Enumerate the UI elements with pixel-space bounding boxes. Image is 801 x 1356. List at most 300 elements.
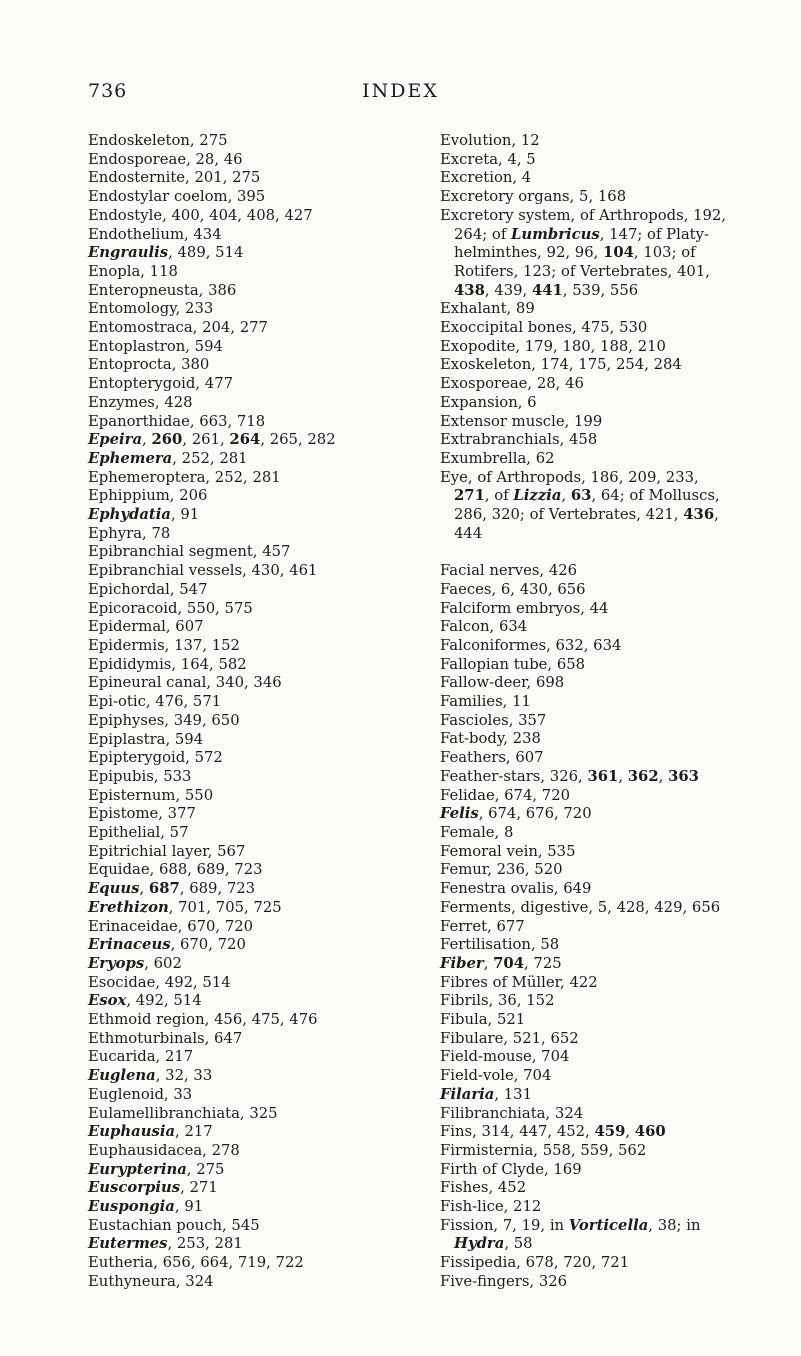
entry-text: , 439, — [484, 281, 532, 299]
entry-text: Rotifers, 123; of Vertebrates, 401, — [454, 262, 710, 280]
entry-text: Epanorthidae, 663, 718 — [88, 412, 266, 430]
entry-term-italic: Ephemera — [88, 449, 173, 467]
index-entry — [440, 319, 790, 338]
entry-text: , — [561, 487, 571, 505]
entry-text: Extrabranchials, 458 — [440, 431, 598, 449]
index-entry — [440, 899, 790, 918]
entry-text: Families, 11 — [440, 693, 531, 711]
entry-text: Fibulare, 521, 652 — [440, 1029, 579, 1047]
entry-text: Field-vole, 704 — [440, 1067, 552, 1085]
index-entry — [440, 918, 790, 937]
entry-text: Excretion, 4 — [440, 169, 532, 187]
entry-text: , 64; of Molluscs, — [591, 487, 720, 505]
entry-text: , 670, 720 — [170, 936, 246, 954]
entry-term-italic: Esox — [88, 992, 127, 1010]
entry-text: Enopla, 118 — [88, 262, 178, 280]
entry-term-italic: Lumbricus — [511, 225, 600, 243]
entry-text: Field-mouse, 704 — [440, 1048, 570, 1066]
entry-text: Extensor muscle, 199 — [440, 412, 603, 430]
index-entry — [88, 543, 418, 562]
entry-text: Epichordal, 547 — [88, 580, 208, 598]
entry-term-italic: Eryops — [88, 954, 145, 972]
entry-text: , 492, 514 — [126, 992, 202, 1010]
entry-term-italic: Euspongia — [88, 1198, 175, 1216]
entry-text: Ethmoid region, 456, 475, 476 — [88, 1011, 318, 1029]
entry-text: , 725 — [524, 954, 562, 972]
index-entry — [440, 974, 790, 993]
index-entry — [440, 656, 790, 675]
index-entry — [88, 562, 418, 581]
entry-text: Ephippium, 206 — [88, 487, 208, 505]
entry-text: , 489, 514 — [168, 244, 244, 262]
index-entry — [88, 955, 418, 974]
entry-text: Eutheria, 656, 664, 719, 722 — [88, 1254, 304, 1272]
index-entry — [88, 805, 418, 824]
page-header — [0, 80, 801, 110]
entry-term-italic: Erinaceus — [88, 936, 171, 954]
entry-text: Enzymes, 428 — [88, 393, 193, 411]
entry-text: Euglenoid, 33 — [88, 1085, 193, 1103]
entry-text: Endosternite, 201, 275 — [88, 169, 261, 187]
entry-page-bold: 687 — [148, 880, 180, 898]
index-entry — [88, 674, 418, 693]
entry-text: , 252, 281 — [172, 449, 248, 467]
index-entry — [440, 356, 790, 375]
entry-text: Five-fingers, 326 — [440, 1272, 568, 1290]
index-entry — [88, 918, 418, 937]
entry-text: Eulamellibranchiata, 325 — [88, 1104, 278, 1122]
index-entry — [440, 1086, 790, 1105]
index-entry-continuation — [440, 1235, 790, 1254]
entry-text: Endostyle, 400, 404, 408, 427 — [88, 206, 313, 224]
index-column-right — [440, 132, 790, 1292]
index-entry-continuation — [440, 244, 790, 263]
entry-page-bold: 260 — [151, 431, 183, 449]
entry-text: Episternum, 550 — [88, 786, 214, 804]
index-entry — [88, 974, 418, 993]
entry-term-italic: Equus — [88, 880, 140, 898]
index-entry — [88, 1161, 418, 1180]
index-entry-continuation — [440, 487, 790, 506]
entry-term-italic: Ephydatia — [88, 506, 171, 524]
entry-term-italic: Vorticella — [568, 1216, 649, 1234]
entry-text: Fission, 7, 19, in — [440, 1216, 569, 1234]
index-entry — [440, 375, 790, 394]
entry-text: , — [658, 767, 669, 785]
entry-text: Euthyneura, 324 — [88, 1272, 214, 1290]
index-entry — [88, 618, 418, 637]
entry-text: Entopterygoid, 477 — [88, 375, 234, 393]
index-entry — [440, 730, 790, 749]
entry-page-bold: 460 — [634, 1123, 666, 1141]
entry-text: Falconiformes, 632, 634 — [440, 636, 622, 654]
entry-text: Exopodite, 179, 180, 188, 210 — [440, 337, 666, 355]
entry-page-bold: 271 — [454, 487, 485, 505]
index-entry — [440, 1161, 790, 1180]
index-entry — [440, 431, 790, 450]
index-entry — [88, 861, 418, 880]
entry-text: Ephemeroptera, 252, 281 — [88, 468, 281, 486]
entry-term-italic: Eutermes — [88, 1235, 168, 1253]
index-entry — [440, 600, 790, 619]
entry-text: , 689, 723 — [179, 880, 256, 898]
entry-text: Fat-body, 238 — [440, 730, 541, 748]
entry-text: Ferments, digestive, 5, 428, 429, 656 — [440, 898, 721, 916]
index-entry — [88, 768, 418, 787]
entry-text: Eucarida, 217 — [88, 1048, 194, 1066]
index-entry — [88, 731, 418, 750]
entry-text: Exumbrella, 62 — [440, 449, 555, 467]
index-entry — [440, 749, 790, 768]
entry-text: , — [618, 767, 628, 785]
entry-text: , — [142, 431, 152, 449]
entry-text: Faeces, 6, 430, 656 — [440, 580, 586, 598]
index-entry — [440, 1217, 790, 1236]
entry-text: , 602 — [144, 954, 182, 972]
entry-text: Fallopian tube, 658 — [440, 655, 586, 673]
entry-text: Facial nerves, 426 — [440, 562, 578, 580]
entry-text: Fins, 314, 447, 452, — [440, 1123, 595, 1141]
entry-text: Exoskeleton, 174, 175, 254, 284 — [440, 356, 682, 374]
index-entry — [440, 1048, 790, 1067]
index-entry — [440, 712, 790, 731]
index-entry — [88, 1086, 418, 1105]
entry-term-italic: Epeira — [88, 431, 143, 449]
entry-term-italic: Euglena — [88, 1067, 156, 1085]
entry-term-italic: Euscorpius — [88, 1179, 181, 1197]
index-entry — [88, 300, 418, 319]
index-entry — [440, 936, 790, 955]
index-entry — [88, 656, 418, 675]
index-entry — [440, 992, 790, 1011]
entry-text: Exoccipital bones, 475, 530 — [440, 319, 648, 337]
index-entry-continuation — [440, 525, 790, 544]
index-entry — [88, 693, 418, 712]
entry-text: Feathers, 607 — [440, 749, 544, 767]
entry-text: Epibranchial vessels, 430, 461 — [88, 562, 318, 580]
index-entry — [88, 413, 418, 432]
index-entry — [88, 581, 418, 600]
entry-text: , 91 — [170, 506, 200, 524]
entry-text: Equidae, 688, 689, 723 — [88, 861, 263, 879]
index-entry — [88, 1273, 418, 1292]
entry-page-bold: 361 — [587, 767, 619, 785]
index-entry — [440, 562, 790, 581]
entry-text: Evolution, 12 — [440, 132, 540, 149]
entry-text: Excreta, 4, 5 — [440, 150, 536, 168]
index-entry — [440, 132, 790, 151]
entry-term-italic: Eurypterina — [88, 1160, 187, 1178]
entry-text: Fish-lice, 212 — [440, 1198, 542, 1216]
entry-text: Falciform embryos, 44 — [440, 599, 609, 617]
index-entry — [88, 188, 418, 207]
index-entry — [440, 861, 790, 880]
entry-text: Fissipedia, 678, 720, 721 — [440, 1254, 630, 1272]
entry-text: Entomostraca, 204, 277 — [88, 319, 268, 337]
index-entry — [88, 600, 418, 619]
entry-text: , 217 — [175, 1123, 213, 1141]
index-entry — [440, 151, 790, 170]
entry-text: , 58 — [504, 1235, 533, 1253]
entry-text: Falcon, 634 — [440, 618, 528, 636]
index-entry — [440, 1254, 790, 1273]
entry-text: 264; of — [454, 225, 512, 243]
index-entry — [88, 525, 418, 544]
entry-text: 444 — [454, 524, 483, 542]
index-entry — [440, 169, 790, 188]
entry-text: Enteropneusta, 386 — [88, 281, 237, 299]
entry-term-italic: Filaria — [440, 1085, 495, 1103]
entry-text: , 674, 676, 720 — [478, 805, 592, 823]
index-entry — [88, 506, 418, 525]
index-entry — [440, 805, 790, 824]
entry-text: , 539, 556 — [562, 281, 639, 299]
index-entry — [88, 394, 418, 413]
index-entry — [88, 1067, 418, 1086]
entry-text: Ephyra, 78 — [88, 524, 171, 542]
entry-text: Epipterygoid, 572 — [88, 749, 223, 767]
entry-text: Epiplastra, 594 — [88, 730, 204, 748]
entry-text: , — [714, 506, 719, 524]
entry-text: Endoskeleton, 275 — [88, 132, 228, 149]
entry-text: Felidae, 674, 720 — [440, 786, 571, 804]
index-entry — [88, 338, 418, 357]
index-entry — [440, 674, 790, 693]
index-entry — [440, 880, 790, 899]
index-entry — [440, 1105, 790, 1124]
index-entry — [440, 300, 790, 319]
entry-term-italic: Felis — [440, 805, 479, 823]
index-entry-continuation — [440, 506, 790, 525]
entry-text: Filibranchiata, 324 — [440, 1104, 584, 1122]
entry-text: Firth of Clyde, 169 — [440, 1160, 582, 1178]
index-entry — [88, 1142, 418, 1161]
entry-text: Fishes, 452 — [440, 1179, 527, 1197]
index-entry — [440, 1273, 790, 1292]
entry-text: Firmisternia, 558, 559, 562 — [440, 1141, 647, 1159]
entry-text: Endothelium, 434 — [88, 225, 222, 243]
entry-term-italic: Lizzia — [513, 487, 562, 505]
entry-text: Fibula, 521 — [440, 1011, 526, 1029]
entry-text: Esocidae, 492, 514 — [88, 973, 231, 991]
section-gap — [440, 543, 790, 562]
index-entry — [88, 824, 418, 843]
entry-text: Expansion, 6 — [440, 393, 537, 411]
index-entry — [88, 843, 418, 862]
index-entry — [440, 469, 790, 488]
entry-text: Fibrils, 36, 152 — [440, 992, 555, 1010]
index-entry — [440, 338, 790, 357]
index-entry — [88, 487, 418, 506]
index-entry — [440, 693, 790, 712]
running-head: INDEX — [362, 80, 439, 102]
entry-text: Epididymis, 164, 582 — [88, 655, 247, 673]
entry-text: Excretory system, of Arthropods, 192, — [440, 206, 727, 224]
index-entry — [88, 1123, 418, 1142]
entry-text: Fibres of Müller, 422 — [440, 973, 598, 991]
entry-text: Epitrichial layer, 567 — [88, 842, 246, 860]
entry-page-bold: 441 — [531, 281, 563, 299]
entry-page-bold: 362 — [627, 767, 659, 785]
page-number: 736 — [88, 80, 128, 102]
index-entry — [88, 1179, 418, 1198]
index-entry — [440, 394, 790, 413]
entry-page-bold: 104 — [603, 244, 634, 262]
index-entry — [88, 356, 418, 375]
entry-text: Feather-stars, 326, — [440, 767, 588, 785]
entry-text: Female, 8 — [440, 824, 514, 841]
index-entry — [440, 1198, 790, 1217]
index-entry — [440, 843, 790, 862]
entry-text: Epicoracoid, 550, 575 — [88, 599, 253, 617]
entry-text: , 275 — [186, 1160, 225, 1178]
index-entry — [88, 637, 418, 656]
index-entry — [440, 1142, 790, 1161]
entry-text: Fallow-deer, 698 — [440, 674, 565, 692]
index-entry — [88, 749, 418, 768]
index-entry — [88, 469, 418, 488]
entry-text: , of — [484, 487, 514, 505]
entry-text: Entoplastron, 594 — [88, 337, 223, 355]
entry-text: Femur, 236, 520 — [440, 861, 563, 879]
entry-text: Endostylar coelom, 395 — [88, 188, 266, 206]
index-entry — [88, 319, 418, 338]
entry-text: Eye, of Arthropods, 186, 209, 233, — [440, 468, 699, 486]
index-entry — [88, 992, 418, 1011]
entry-text: , — [483, 954, 494, 972]
index-entry — [88, 450, 418, 469]
entry-text: Epidermis, 137, 152 — [88, 636, 240, 654]
entry-term-italic: Erethizon — [88, 898, 169, 916]
entry-text: Epistome, 377 — [88, 805, 196, 823]
index-entry — [440, 618, 790, 637]
entry-page-bold: 363 — [668, 767, 699, 785]
index-entry — [440, 768, 790, 787]
entry-text: , — [139, 880, 149, 898]
entry-text: , 103; of — [633, 244, 696, 262]
entry-text: Entoprocta, 380 — [88, 356, 210, 374]
index-entry — [440, 1123, 790, 1142]
entry-text: , — [625, 1123, 635, 1141]
entry-text: Exhalant, 89 — [440, 300, 535, 318]
entry-text: helminthes, 92, 96, — [454, 244, 604, 262]
index-entry — [440, 413, 790, 432]
index-entry — [88, 151, 418, 170]
index-entry — [440, 637, 790, 656]
entry-text: Ethmoturbinals, 647 — [88, 1029, 243, 1047]
entry-term-italic: Fiber — [440, 954, 484, 972]
index-entry — [88, 1011, 418, 1030]
index-entry-continuation — [440, 226, 790, 245]
entry-text: Epipubis, 533 — [88, 767, 192, 785]
entry-text: Euphausidacea, 278 — [88, 1141, 240, 1159]
index-entry — [440, 824, 790, 843]
entry-text: Ferret, 677 — [440, 917, 525, 935]
entry-text: Epibranchial segment, 457 — [88, 543, 291, 561]
index-entry — [440, 1179, 790, 1198]
entry-text: 286, 320; of Vertebrates, 421, — [454, 506, 684, 524]
entry-text: , 261, — [182, 431, 230, 449]
entry-text: Fertilisation, 58 — [440, 936, 560, 954]
entry-term-italic: Hydra — [454, 1235, 505, 1253]
entry-page-bold: 438 — [454, 281, 485, 299]
index-entry — [88, 1105, 418, 1124]
entry-text: Epineural canal, 340, 346 — [88, 674, 282, 692]
index-entry — [88, 1198, 418, 1217]
entry-page-bold: 436 — [683, 506, 715, 524]
index-entry — [88, 207, 418, 226]
index-entry — [88, 1217, 418, 1236]
index-entry — [440, 787, 790, 806]
index-entry — [88, 787, 418, 806]
entry-page-bold: 704 — [493, 954, 524, 972]
entry-term-italic: Euphausia — [88, 1123, 176, 1141]
index-entry — [88, 282, 418, 301]
index-entry — [88, 1254, 418, 1273]
entry-text: , 147; of Platy- — [599, 225, 709, 243]
index-entry — [88, 1030, 418, 1049]
index-entry — [88, 880, 418, 899]
index-entry — [440, 1030, 790, 1049]
entry-text: Epiphyses, 349, 650 — [88, 711, 240, 729]
entry-text: Femoral vein, 535 — [440, 842, 576, 860]
entry-page-bold: 264 — [229, 431, 261, 449]
index-entry — [440, 1067, 790, 1086]
index-entry — [88, 936, 418, 955]
entry-text: Endosporeae, 28, 46 — [88, 150, 243, 168]
index-entry-continuation — [440, 282, 790, 301]
entry-text: Epithelial, 57 — [88, 824, 189, 842]
entry-term-italic: Engraulis — [88, 244, 169, 262]
entry-text: , 265, 282 — [260, 431, 336, 449]
index-column-left — [88, 132, 418, 1292]
index-entry — [440, 450, 790, 469]
entry-text: Fenestra ovalis, 649 — [440, 880, 592, 898]
entry-page-bold: 63 — [570, 487, 592, 505]
index-entry — [88, 1235, 418, 1254]
index-entry — [440, 188, 790, 207]
index-entry — [88, 375, 418, 394]
index-entry — [88, 263, 418, 282]
index-entry — [440, 955, 790, 974]
index-entry — [440, 1011, 790, 1030]
index-entry — [88, 899, 418, 918]
index-entry — [88, 712, 418, 731]
entry-text: , 32, 33 — [155, 1067, 213, 1085]
index-entry — [88, 431, 418, 450]
index-entry — [88, 244, 418, 263]
entry-text: , 38; in — [648, 1216, 701, 1234]
index-entry — [88, 1048, 418, 1067]
index-entry — [440, 581, 790, 600]
entry-text: Exosporeae, 28, 46 — [440, 375, 584, 393]
index-entry — [88, 169, 418, 188]
entry-text: , 91 — [174, 1198, 204, 1216]
entry-text: Epi-otic, 476, 571 — [88, 693, 222, 711]
entry-text: , 131 — [494, 1085, 532, 1103]
entry-page-bold: 459 — [594, 1123, 626, 1141]
entry-text: , 253, 281 — [167, 1235, 243, 1253]
entry-text: , 271 — [180, 1179, 218, 1197]
index-entry — [88, 226, 418, 245]
index-entry — [88, 132, 418, 151]
entry-text: Entomology, 233 — [88, 300, 214, 318]
entry-text: Eustachian pouch, 545 — [88, 1216, 260, 1234]
index-entry-continuation — [440, 263, 790, 282]
entry-text: Fascioles, 357 — [440, 711, 547, 729]
entry-text: Epidermal, 607 — [88, 618, 204, 636]
entry-text: , 701, 705, 725 — [168, 898, 282, 916]
